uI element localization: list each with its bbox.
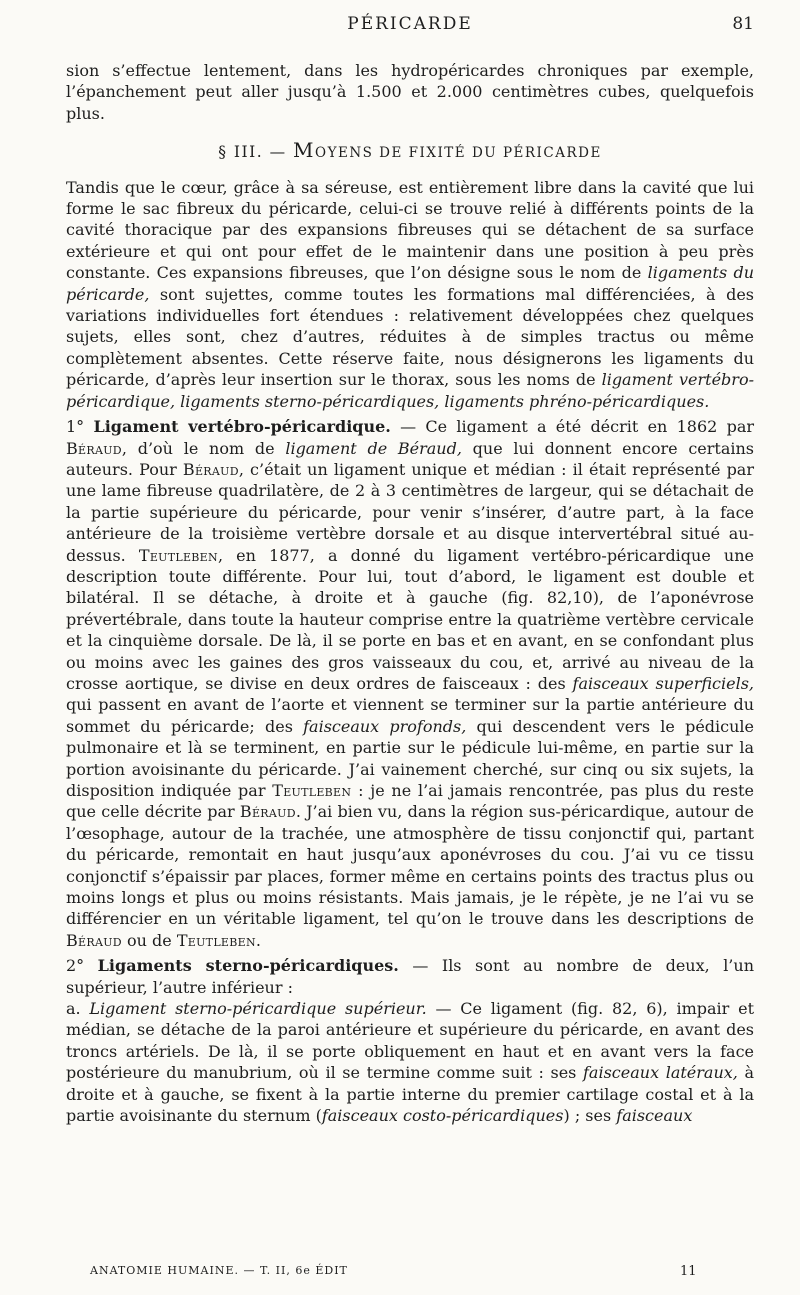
paragraph-vertebro-pericardique: 1° Ligament vertébro-péricardique. — Ce ligament a été décrit en 1862 par Béraud, d’où le nom de ligament de Béraud, que lui donnent encore certains auteurs. Pour Béraud, c’était un ligament unique et médian : il était représenté par une lame fibreuse quadrilatère, de 2 à 3 centimètres de largeur, qui se détachait de la partie supérieure du péricarde, pour venir s’insérer, d’autre part, à la face antérieure de la troisième vertèbre dorsale et au disque intervertébral situé au-dessus. Teutleben, en 1877, a donné du ligament vertébro-péricardique une description toute différente. Pour lui, tout d’abord, le ligament est double et bilatéral. Il se détache, à droite et à gauche (fig. 82,10), de l’aponévrose prévertébrale, dans toute la hauteur comprise entre la quatrième vertèbre cervicale et la cinquième dorsale. De là, il se porte en bas et en avant, en se confondant plus ou moins avec les gaines des gros vaisseaux du cou, et, arrivé au niveau de la crosse aortique, se divise en deux ordres de faisceaux : des faisceaux superficiels, qui passent en avant de l’aorte et viennent se terminer sur la partie antérieure du sommet du péricarde; des faisceaux profonds, qui descendent vers le pédicule pulmonaire et là se terminent, en partie sur le pédicule lui-même, en partie sur la portion avoisinante du péricarde. J’ai vainement cherché, sur cinq ou six sujets, la disposition indiquée par Teutleben : je ne l’ai jamais rencontrée, pas plus du reste que celle décrite par Béraud. J’ai bien vu, dans la région sus-péricardique, autour de l’œsophage, autour de la trachée, une atmosphère de tissu conjonctif qui, partant du péricarde, remontait en haut jusqu’aux aponévroses du cou. J’ai vu ce tissu conjonctif s’épaissir par places, former même en certains points des tractus plus ou moins longs et plus ou moins résistants. Mais jamais, je le répète, je ne l’ai vu se différencier en un véritable ligament, tel qu’on le trouve dans les descriptions de Béraud ou de Teutleben. <box>66 417 755 950</box>
running-title: PÉRICARDE <box>347 14 473 34</box>
section-title: OYENS DE FIXITÉ DU PÉRICARDE <box>315 145 602 162</box>
section-number: § III. — <box>218 143 294 162</box>
paragraph-sterno-superieur: a. Ligament sterno-péricardique supérieur. — Ce ligament (fig. 82, 6), impair et médian, se détache de la paroi antérieure et supérieure du péricarde, en avant des troncs artériels. De là, il se porte obliquement en haut et en avant vers la face postérieure du manubrium, où il se termine comme suit : ses faisceaux latéraux, à droite et à gauche, se fixent à la partie interne du premier cartilage costal et à la partie avoisinante du sternum (faisceaux costo-péricardiques) ; ses faisceaux <box>66 999 755 1126</box>
section-heading <box>66 140 754 164</box>
signature-number: 11 <box>680 1264 697 1279</box>
paragraph-sterno-pericardiques: 2° Ligaments sterno-péricardiques. — Ils sont au nombre de deux, l’un supérieur, l’autre inférieur : <box>66 956 755 997</box>
subheading-sterno: Ligaments sterno-péricardiques. <box>97 956 399 976</box>
text-body <box>66 60 754 1127</box>
section-initial: M <box>293 138 315 163</box>
running-header <box>66 14 754 40</box>
intro-paragraph: sion s’effectue lentement, dans les hydropéricardes chroniques par exemple, l’épanchement peut aller jusqu’à 1.500 et 2.000 centimètres cubes, quelquefois plus. <box>66 61 754 123</box>
page-footer <box>90 1264 730 1284</box>
footer-signature: ANATOMIE HUMAINE. — T. II, 6e ÉDIT <box>90 1264 348 1277</box>
page-number: 81 <box>732 14 754 34</box>
paragraph-ligaments-intro: Tandis que le cœur, grâce à sa séreuse, est entièrement libre dans la cavité que lui forme le sac fibreux du péricarde, celui-ci se trouve relié à différents points de la cavité thoracique par des expansions fibreuses qui se détachent de sa surface extérieure et qui ont pour effet de le maintenir dans une position à peu près constante. Ces expansions fibreuses, que l’on désigne sous le nom de ligaments du péricarde, sont sujettes, comme toutes les formations mal différenciées, à des variations individuelles fort étendues : relativement développées chez quelques sujets, elles sont, chez d’autres, réduites à de simples tractus ou même complètement absentes. Cette réserve faite, nous désignerons les ligaments du péricarde, d’après leur insertion sur le thorax, sous les noms de ligament vertébro-péricardique, ligaments sterno-péricardiques, ligaments phréno-péricardiques. <box>66 177 755 411</box>
subheading-vertebro: Ligament vertébro-péricardique. <box>93 417 391 437</box>
